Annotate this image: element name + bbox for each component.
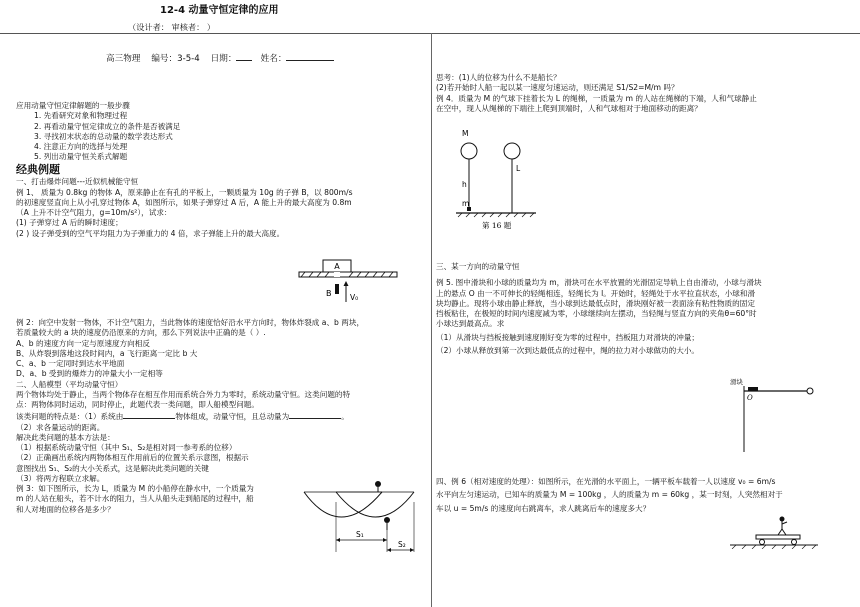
top-rule [0,33,860,34]
label-s2: S₂ [398,540,406,549]
right-column [436,73,854,114]
think-line: (2)若开始时人船一起以某一速度匀速运动，则还满足 S1/S2=M/m 吗？ [436,83,679,93]
model-line: 点：两物体同时运动，同时停止，此题代表一类问题，即人船模型问题。 [16,400,259,409]
label-o: O [747,394,753,402]
label-v0: V₀ [350,293,359,302]
right-column-bottom [436,477,854,514]
figure-caption: 第 16 题 [482,221,512,230]
fill-blank [289,410,341,419]
method-line: （2）正确画出系统内两物体相互作用前后的位置关系示意图，根据示 [16,453,249,463]
section-3-heading: 三、某一方向的动量守恒 [436,262,520,271]
example-4-line: 在空中，现人从绳梯的下端往上爬到顶端时，人和气球相对于地面移动的距离？ [436,103,702,113]
right-column-mid [436,262,854,356]
class-label: 高三物理 [106,54,141,64]
option-c: C、a、b 一定同时到达水平地面 [16,359,125,368]
example-2-line: 若质量较大的 a 块的速度仍沿原来的方向，那么下列说法中正确的是（ ）. [16,328,266,338]
step-item: 2. 再看动量守恒定律成立的条件是否被满足 [34,121,181,131]
feature-2: （2）求各量运动的距离。 [16,422,105,432]
example-1-line: (2 ) 设子弹受到的空气平均阻力为子弹重力的 4 倍，求子弹能上升的最大高度。 [16,228,285,238]
feature-c: 。 [341,412,349,422]
example-3-line: 例 3：如下图所示，长为 L，质量为 M 的小船停在静水中，一个质量为 [16,484,254,493]
figure-cart [728,515,820,549]
method-line: （1）根据系统动量守恒（其中 S₁、S₂是相对同一参考系的位移） [16,443,237,452]
left-column [16,101,421,239]
example-4-line: 例 4．质量为 M 的气球下挂着长为 L 的绳梯，一质量为 m 的人站在绳梯的下端，人和气球静止 [436,93,757,103]
option-b: B、从炸裂到落地这段时间内，a 飞行距离一定比 b 大 [16,348,198,358]
example-5-line: 挡板粘住，在极短的时间内速度减为零，小球继续向左摆动，当轻绳与竖直方向的夹角θ=60°时 [436,309,757,318]
designer-line: （设计者： 审核者： ） [128,22,216,32]
example-2-line: 例 2：向空中发射一物体，不计空气阻力，当此物体的速度恰好沿水平方向时，物体炸裂成 a、b 两块， [16,318,365,327]
steps-list [34,111,421,162]
code-label: 编号： [151,54,178,64]
figure-balloon [452,127,542,239]
header-info [106,52,334,66]
step-item: 3. 寻找初末状态的总动量的数学表达形式 [34,131,173,141]
section-4-line: 水平向左匀速运动，已知车的质量为 M = 100kg ，人的质量为 m = 60kg ，某一时刻，人突然相对于 [436,490,783,500]
think-line: 思考：(1)人的位移为什么不是船长？ [436,73,561,82]
code-value: 3-5-4 [177,54,200,64]
example-5-line: 块均静止。现将小球由静止释放，当小球到达最低点时，滑块刚好被一表面涂有粘性物质的固定 [436,298,755,308]
feature-line [16,410,421,422]
method-line: （3）将两方程联立求解。 [16,473,105,483]
label-h: h [462,180,467,189]
feature-b: 物体组成，动量守恒，且总动量为 [175,412,290,422]
model-line: 两个物体均处于静止，当两个物体存在相互作用而系统合外力为零时，系统动量守恒。这类问题的特 [16,389,351,399]
classic-heading: 经典例题 [16,162,60,176]
section-2-heading: 二、人船模型（平均动量守恒） [16,379,123,389]
date-blank [236,52,252,61]
example-1-line: （A 上升不计空气阻力，g=10m/s²），试求： [16,208,172,218]
option-d: D、a、b 受到的爆炸力的冲量大小一定相等 [16,369,163,379]
example-5-question: （2）小球从释放到第一次到达最低点的过程中，绳的拉力对小球做功的大小。 [436,345,700,355]
label-l: L [516,164,521,173]
option-a: A、b 的速度方向一定与原速度方向相反 [16,338,150,348]
section-4-line: 四、例 6（相对速度的处理）：如图所示，在光滑的水平面上，一辆平板车载着一人以速度 v₀ = 6m/s [436,477,776,486]
method-line: 意图找出 S₁、S₂的大小关系式，这是解决此类问题的关键 [16,463,209,473]
page-title: 12-4 动量守恒定律的应用 [160,5,279,16]
column-divider [431,33,432,607]
feature-a: 该类问题的特点是：（1）系统由 [16,412,124,422]
example-5-line: 例 5. 图中滑块和小球的质量均为 m，滑块可在水平放置的光滑固定导轨上自由滑动，小球与滑块 [436,278,762,288]
example-3-line: 和人对地面的位移各是多少？ [16,504,115,514]
date-label: 日期： [210,54,237,64]
label-slider: 滑块 [730,378,743,386]
example-1-line: 例 1、 质量为 0.8kg 的物体 A，原来静止在有孔的平板上，一颗质量为 10g 的子弹 B，以 800m/s [16,187,353,197]
figure-slider [722,376,818,452]
name-label: 姓名： [260,54,287,64]
label-m-big: M [462,129,469,138]
example-5-line: 上的悬点 O 由一不可伸长的轻绳相连，轻绳长为 l。开始时，轻绳处于水平拉直状态，小球和滑 [436,288,756,298]
example-1-line: 的初速度竖直向上从小孔穿过物体 A，如图所示，如果子弹穿过 A 后，A 能上升的最大高度为 0.8m [16,197,352,207]
method-heading: 解决此类问题的基本方法是： [16,432,115,442]
example-3-line: m 的人站在船头，若不计水的阻力，当人从船头走到船尾的过程中，船 [16,494,254,504]
example-1-line: (1) 子弹穿过 A 后的瞬时速度； [16,218,123,228]
label-m-small: m [462,199,470,208]
example-5-line: 小球达到最高点。求 [436,319,505,329]
label-a: A [334,262,340,271]
section-1-heading: 一、打击爆炸问题---近似机械能守恒 [16,177,139,187]
example-5-question: （1）从滑块与挡板接触到速度刚好变为零的过程中，挡板阻力对滑块的冲量； [436,332,700,342]
step-item: 1. 先看研究对象和物理过程 [34,111,128,121]
figure-bullet-block [293,258,403,308]
name-blank [286,52,334,61]
section-4-line: 车以 u = 5m/s 的速度向右跳离车，求人跳离后车的速度多大？ [436,503,651,513]
step-item: 5. 列出动量守恒关系式解题 [34,152,128,162]
label-b: B [326,289,332,298]
fill-blank [123,410,175,419]
step-item: 4. 注意正方向的选择与处理 [34,142,128,151]
label-s1: S₁ [356,530,364,539]
intro-heading: 应用动量守恒定律解题的一般步骤 [16,101,130,110]
figure-boat [300,478,418,558]
